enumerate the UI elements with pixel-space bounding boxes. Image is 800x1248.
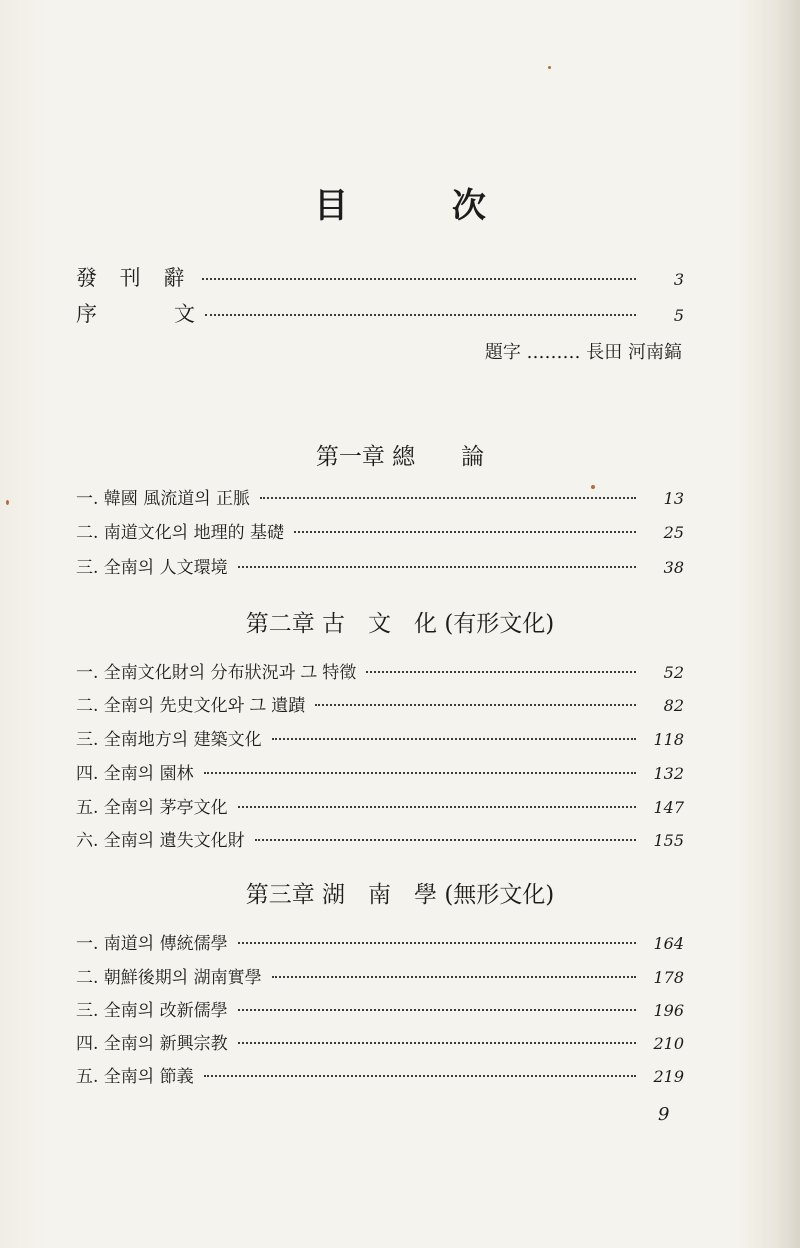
toc-entry[interactable] — [76, 793, 684, 818]
leader-dots — [205, 314, 636, 316]
paper-speck — [591, 485, 595, 489]
toc-entry-page: 3 — [673, 270, 684, 289]
toc-entry-page: 118 — [653, 730, 684, 749]
toc-entry[interactable] — [76, 996, 684, 1021]
toc-entry-label: 二. 全南의 先史文化와 그 遺蹟 — [76, 696, 306, 716]
leader-dots — [315, 704, 636, 706]
toc-entry[interactable] — [76, 658, 684, 683]
leader-dots — [238, 1042, 636, 1044]
chapter-heading-3: 第三章 湖 南 學 (無形文化) — [245, 882, 555, 908]
toc-entry-label: 四. 全南의 新興宗教 — [76, 1034, 228, 1054]
toc-entry-label: 四. 全南의 園林 — [76, 764, 194, 784]
toc-entry[interactable] — [76, 963, 684, 988]
toc-entry-page: 82 — [663, 696, 684, 715]
toc-entry[interactable] — [76, 518, 684, 543]
chapter-heading-1: 第一章 總 論 — [315, 444, 485, 470]
toc-entry-page: 155 — [653, 831, 684, 850]
toc-entry[interactable] — [76, 826, 684, 851]
leader-dots — [272, 976, 636, 978]
toc-entry-label: 序 文 — [76, 302, 195, 326]
toc-entry-page: 219 — [653, 1067, 684, 1086]
toc-entry-page: 25 — [663, 523, 684, 542]
toc-entry-page: 132 — [653, 764, 684, 783]
toc-entry-label: 一. 南道의 傳統儒學 — [76, 934, 228, 954]
toc-entry-label: 二. 南道文化의 地理的 基礎 — [76, 523, 285, 543]
toc-entry-label: 三. 全南의 人文環境 — [76, 558, 228, 578]
toc-entry-label: 五. 全南의 節義 — [76, 1067, 194, 1087]
toc-entry[interactable] — [76, 725, 684, 750]
toc-entry-page: 147 — [653, 798, 684, 817]
leader-dots — [238, 1009, 636, 1011]
calligraphy-credit: 題字 ……… 長田 河南鎬 — [484, 342, 682, 363]
leader-dots — [255, 839, 636, 841]
leader-dots — [204, 772, 636, 774]
toc-entry[interactable] — [76, 1029, 684, 1054]
toc-entry-page: 196 — [653, 1001, 684, 1020]
toc-entry-label: 五. 全南의 茅亭文化 — [76, 798, 228, 818]
leader-dots — [238, 566, 636, 568]
toc-entry[interactable] — [76, 759, 684, 784]
leader-dots — [238, 942, 636, 944]
leader-dots — [260, 497, 636, 499]
leader-dots — [272, 738, 636, 740]
leader-dots — [202, 278, 636, 280]
toc-entry-page: 5 — [673, 306, 684, 325]
leader-dots — [238, 806, 636, 808]
paper-speck — [6, 500, 9, 505]
toc-entry-label: 發 刊 辭 — [76, 266, 193, 290]
toc-entry[interactable] — [76, 691, 684, 716]
toc-entry[interactable] — [76, 929, 684, 954]
toc-entry-page: 164 — [653, 934, 684, 953]
leader-dots — [294, 531, 636, 533]
leader-dots — [366, 671, 636, 673]
toc-entry-label: 一. 全南文化財의 分布狀況과 그 特徵 — [76, 663, 357, 683]
toc-entry-label: 一. 韓國 風流道의 正脈 — [76, 489, 251, 509]
toc-entry-label: 三. 全南地方의 建築文化 — [76, 730, 262, 750]
toc-entry-page: 210 — [653, 1034, 684, 1053]
toc-entry-page: 52 — [663, 663, 684, 682]
toc-entry-label: 六. 全南의 遺失文化財 — [76, 831, 245, 851]
paper-speck — [548, 66, 551, 69]
page-title: 目 次 — [314, 186, 532, 226]
chapter-heading-2: 第二章 古 文 化 (有形文化) — [245, 611, 555, 637]
toc-entry[interactable] — [76, 1062, 684, 1087]
toc-entry-preface[interactable] — [76, 298, 684, 328]
toc-entry-label: 三. 全南의 改新儒學 — [76, 1001, 228, 1021]
page-number: 9 — [658, 1104, 670, 1125]
toc-entry-preface-publication[interactable] — [76, 262, 684, 292]
toc-entry[interactable] — [76, 553, 684, 578]
toc-entry-page: 178 — [653, 968, 684, 987]
toc-entry-page: 13 — [663, 489, 684, 508]
toc-entry-page: 38 — [663, 558, 684, 577]
leader-dots — [204, 1075, 636, 1077]
toc-entry-label: 二. 朝鮮後期의 湖南實學 — [76, 968, 262, 988]
